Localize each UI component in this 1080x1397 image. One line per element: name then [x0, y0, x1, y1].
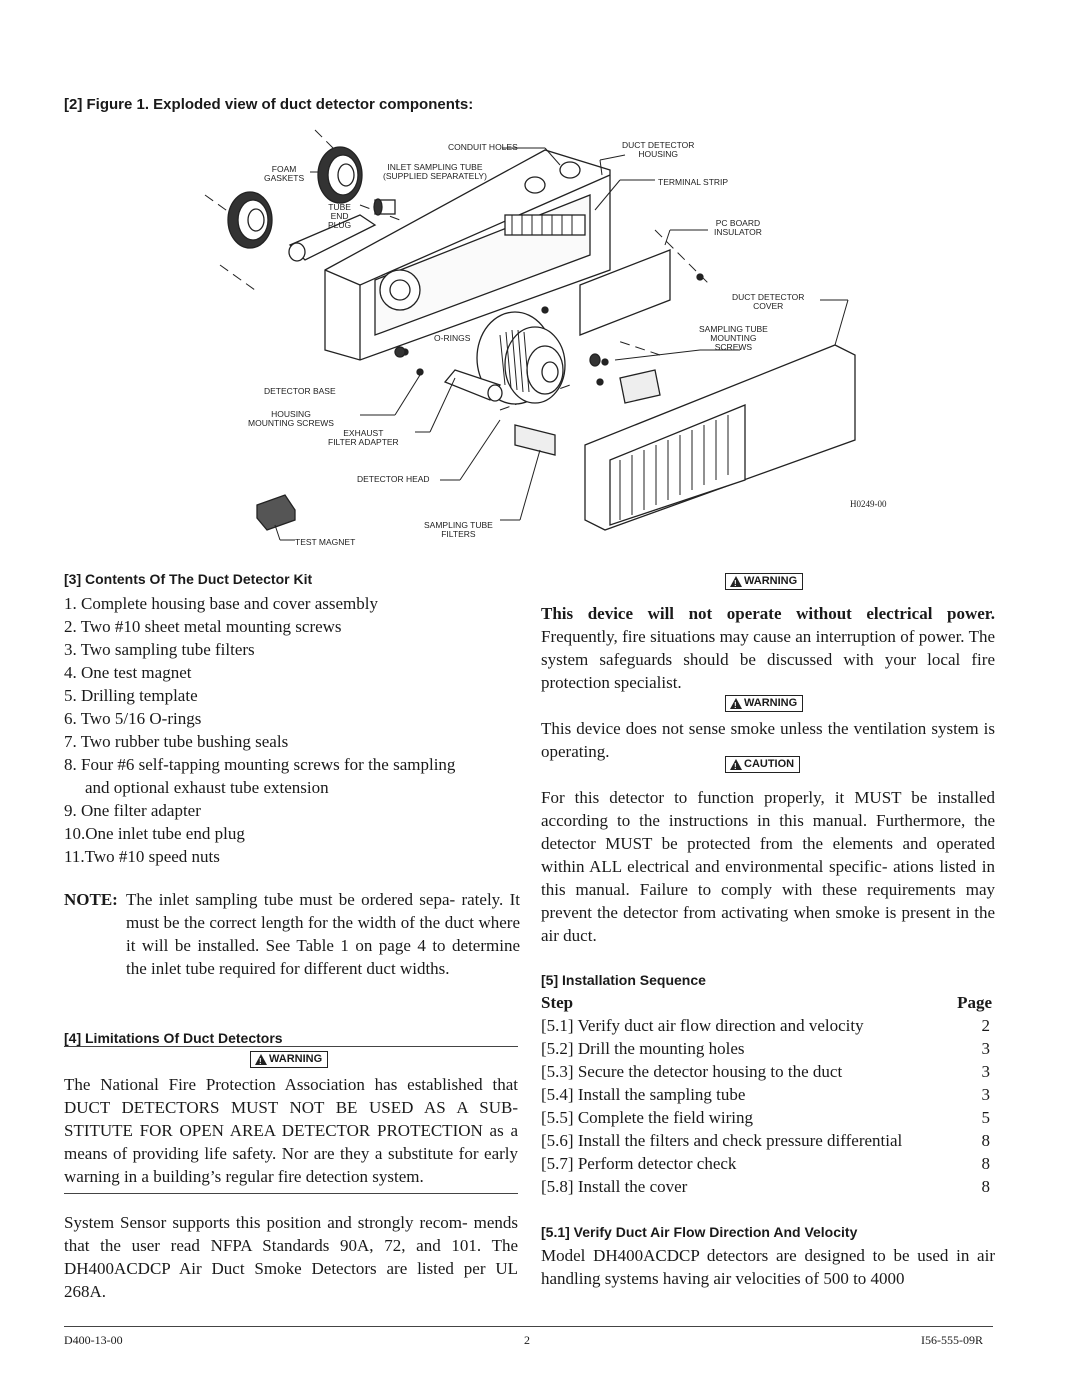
page-cell: 5 — [981, 1107, 990, 1127]
label-duct-detector-cover: DUCT DETECTOR COVER — [732, 292, 805, 311]
warning-2-text: This device does not sense smoke unless the ventilation system is operating. — [541, 719, 995, 761]
page-cell: 8 — [981, 1176, 990, 1196]
warning-triangle-icon — [730, 698, 742, 709]
label-pc-board-insulator: PC BOARD INSULATOR — [714, 218, 762, 237]
caution-text: For this detector to function properly, it MUST be installed according to the instructions in this manual. Furthermore, the detector MUST be protected from the elements and operated within ALL electrical and environmental specific- ations listed in this manual. Failure to comply with these requirements may prevent the detector from activating when smoke is present in the air duct. — [541, 788, 995, 945]
list-item: 6. Two 5/16 O-rings — [64, 709, 202, 728]
list-item: 11.Two #10 speed nuts — [64, 847, 220, 866]
caution-triangle-icon — [730, 759, 742, 770]
footer-rule — [64, 1326, 993, 1327]
warning-badge — [250, 1051, 328, 1068]
installation-heading: [5] Installation Sequence — [541, 972, 706, 988]
caution-label: CAUTION — [744, 758, 795, 770]
page-cell: 3 — [981, 1084, 990, 1104]
note-tag: NOTE: — [64, 890, 118, 909]
table-row — [541, 1152, 992, 1175]
contents-heading: [3] Contents Of The Duct Detector Kit — [64, 571, 313, 587]
table-row — [541, 1175, 992, 1198]
list-item: 8. Four #6 self-tapping mounting screws for the sampling — [64, 755, 456, 774]
step-cell: [5.3] Secure the detector housing to the duct — [541, 1061, 843, 1081]
list-item: 2. Two #10 sheet metal mounting screws — [64, 617, 342, 636]
step-cell: [5.4] Install the sampling tube — [541, 1084, 746, 1104]
step-cell: [5.8] Install the cover — [541, 1176, 688, 1196]
list-item: 4. One test magnet — [64, 663, 192, 682]
label-housing-mounting-screws: HOUSING MOUNTING SCREWS — [248, 409, 334, 428]
limitations-paragraph-1: The National Fire Protection Association has established that DUCT DETECTORS MUST NOT BE USED AS A SUB- STITUTE FOR OPEN AREA DETECTOR PROTECTION as a means of providing life safety. Nor are they a substitute for early warning in a building’s regular fire detection system. — [64, 1075, 518, 1186]
warning-badge — [725, 695, 803, 712]
step-cell: [5.1] Verify duct air flow direction and velocity — [541, 1015, 864, 1035]
step-cell: [5.2] Drill the mounting holes — [541, 1038, 745, 1058]
list-item: 9. One filter adapter — [64, 801, 201, 820]
table-row — [541, 1060, 992, 1083]
footer-right: I56-555-09R — [921, 1333, 983, 1347]
column-header-page: Page — [957, 992, 992, 1012]
foam-gasket-1 — [318, 147, 362, 203]
label-conduit-holes: CONDUIT HOLES — [448, 142, 518, 152]
warning-1-text — [541, 602, 995, 694]
footer-left: D400-13-00 — [64, 1333, 123, 1347]
page-cell: 3 — [981, 1061, 990, 1081]
note-text: The inlet sampling tube must be ordered sepa- rately. It must be the correct length for the width of the duct where it will be installed. See Table 1 on page 4 to determine the inlet tube required for different duct widths. — [126, 890, 520, 978]
list-item: 7. Two rubber tube bushing seals — [64, 732, 289, 751]
table-row — [541, 1106, 992, 1129]
list-item: 10.One inlet tube end plug — [64, 824, 245, 843]
warning-1-bold: This device will not operate without electrical power. — [541, 604, 995, 623]
warning-1-body: Frequently, fire situations may cause an interruption of power. The system safeguards should be discussed with your local fire protection specialist. — [541, 627, 995, 692]
installation-table — [541, 991, 992, 1198]
warning-triangle-icon — [730, 576, 742, 587]
footer-page-number: 2 — [524, 1333, 530, 1347]
verify-heading: [5.1] Verify Duct Air Flow Direction And Velocity — [541, 1224, 858, 1240]
label-test-magnet: TEST MAGNET — [295, 537, 356, 547]
label-sampling-tube-filters: SAMPLING TUBE FILTERS — [424, 520, 493, 539]
label-inlet-sampling-tube: INLET SAMPLING TUBE (SUPPLIED SEPARATELY) — [383, 162, 487, 181]
table-row — [541, 1037, 992, 1060]
exploded-view-drawing — [200, 120, 900, 560]
foam-gasket-2 — [228, 192, 272, 248]
figure-title: [2] Figure 1. Exploded view of duct detector components: — [64, 96, 474, 113]
verify-text: Model DH400ACDCP detectors are designed to be used in air handling systems having air velocities of 500 to 4000 — [541, 1246, 995, 1288]
label-sampling-tube-mounting-screws: SAMPLING TUBE MOUNTING SCREWS — [699, 324, 768, 352]
table-row — [541, 1083, 992, 1106]
table-row — [541, 1014, 992, 1037]
caution-badge — [725, 756, 800, 773]
warning-label: WARNING — [269, 1053, 323, 1065]
list-item: 1. Complete housing base and cover assembly — [64, 594, 378, 613]
label-exhaust-filter-adapter: EXHAUST FILTER ADAPTER — [328, 428, 399, 447]
page-cell: 2 — [981, 1015, 990, 1035]
column-header-step: Step — [541, 992, 574, 1012]
detector-cover — [585, 345, 855, 530]
page-cell: 8 — [981, 1130, 990, 1150]
list-item: and optional exhaust tube extension — [85, 778, 329, 797]
warning-label: WARNING — [744, 575, 798, 587]
label-drawing-number: H0249-00 — [850, 499, 887, 509]
table-header-row — [541, 991, 992, 1014]
contents-list — [64, 592, 524, 868]
label-detector-head: DETECTOR HEAD — [357, 474, 430, 484]
step-cell: [5.6] Install the filters and check pressure differential — [541, 1130, 903, 1150]
warning-badge — [725, 573, 803, 590]
step-cell: [5.5] Complete the field wiring — [541, 1107, 753, 1127]
label-foam-gaskets: FOAM GASKETS — [264, 164, 305, 183]
divider — [64, 1193, 518, 1194]
step-cell: [5.7] Perform detector check — [541, 1153, 737, 1173]
label-tube-end-plug: TUBE END PLUG — [328, 202, 352, 230]
label-detector-base: DETECTOR BASE — [264, 386, 336, 396]
note-block — [64, 888, 520, 980]
warning-label: WARNING — [744, 697, 798, 709]
warning-triangle-icon — [255, 1054, 267, 1065]
table-row — [541, 1129, 992, 1152]
label-o-rings: O-RINGS — [434, 333, 471, 343]
limitations-paragraph-2: System Sensor supports this position and strongly recom- mends that the user read NFPA Standards 90A, 72, and 101. The DH400ACDCP Air Duct Smoke Detectors are listed per UL 268A. — [64, 1213, 518, 1301]
limitations-heading: [4] Limitations Of Duct Detectors — [64, 1030, 283, 1046]
label-terminal-strip: TERMINAL STRIP — [658, 177, 729, 187]
exploded-view-figure — [200, 120, 900, 560]
heading-rule — [64, 1046, 518, 1047]
page-cell: 8 — [981, 1153, 990, 1173]
page-cell: 3 — [981, 1038, 990, 1058]
label-duct-detector-housing: DUCT DETECTOR HOUSING — [622, 140, 695, 159]
list-item: 5. Drilling template — [64, 686, 198, 705]
list-item: 3. Two sampling tube filters — [64, 640, 255, 659]
